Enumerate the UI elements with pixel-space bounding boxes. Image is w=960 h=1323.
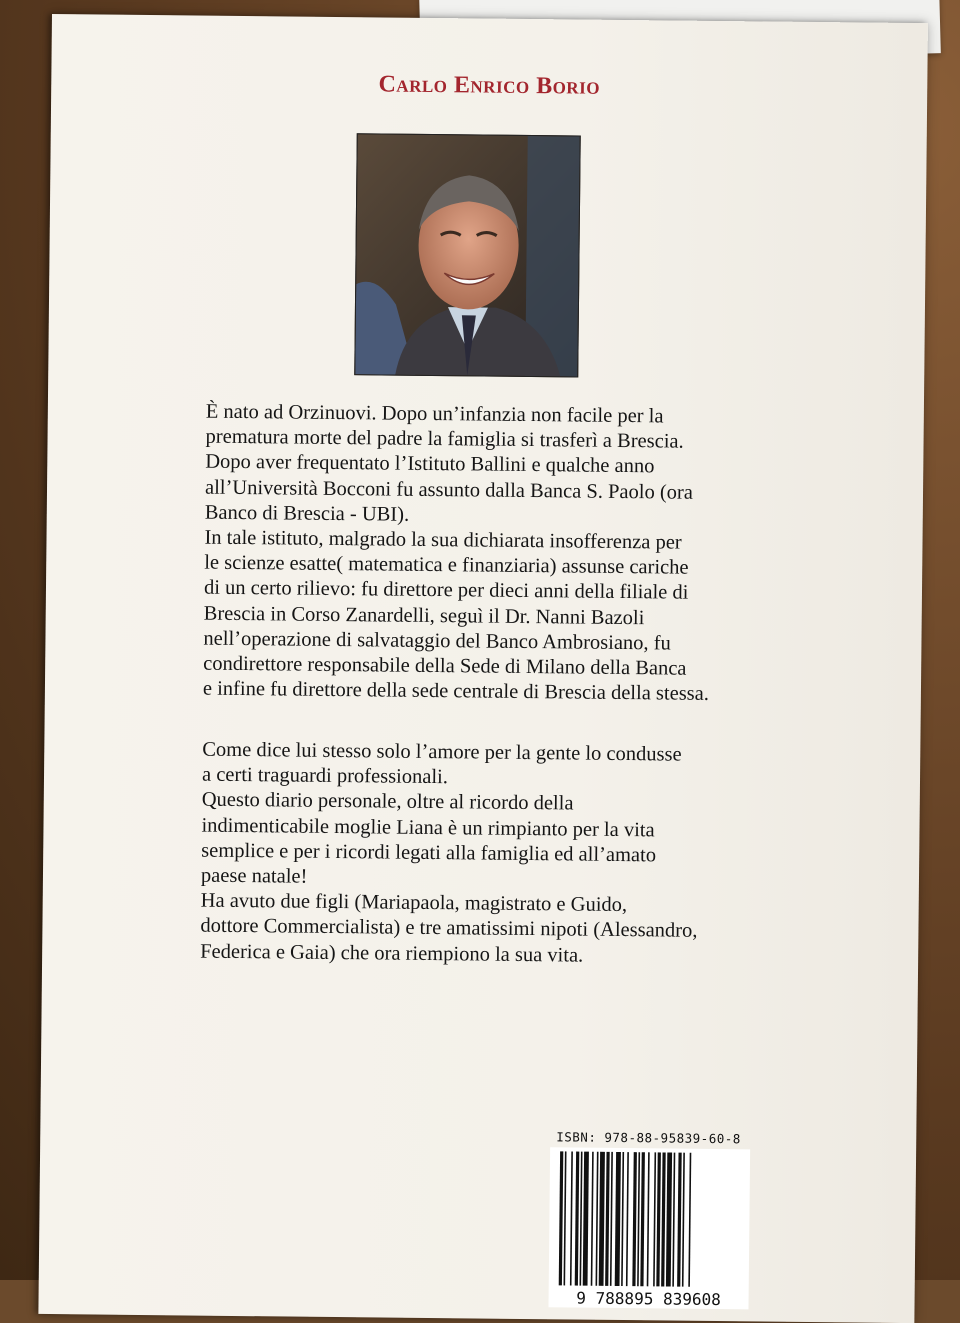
barcode-bar (615, 1152, 621, 1286)
text-line: In tale istituto, malgrado la sua dichiarata insofferenza per (204, 526, 682, 554)
barcode-bar (559, 1151, 564, 1285)
barcode-bar (621, 1152, 624, 1286)
text-line: Federica e Gaia) che ora riempiono la sua vita. (200, 940, 584, 967)
barcode-digits: 9 788895 839608 (576, 1288, 721, 1310)
text-line: semplice e per i ricordi legati alla famiglia ed all’amato (201, 839, 657, 867)
text-line: Come dice lui stesso solo l’amore per la gente lo condusse (202, 738, 682, 766)
barcode-bar (661, 1152, 666, 1286)
text-line: Brescia in Corso Zanardelli, seguì il Dr. Nanni Bazoli (203, 602, 645, 629)
barcode-bar (596, 1152, 599, 1286)
barcode-bar (637, 1152, 640, 1286)
text-line: Dopo aver frequentato l’Istituto Ballini e qualche anno (205, 451, 655, 478)
text-line: Questo diario personale, oltre al ricordo della (201, 789, 574, 815)
author-portrait-photo (354, 133, 581, 377)
text-line: a certi traguardi professionali. (201, 763, 449, 789)
text-line: nell’operazione di salvataggio del Banco Ambrosiano, fu (203, 627, 671, 655)
text-line: prematura morte del padre la famiglia si trasferì a Brescia. (205, 425, 684, 453)
book-back-cover (38, 14, 928, 1323)
barcode-bar (647, 1152, 650, 1286)
barcode-bar (640, 1152, 645, 1286)
barcode-bar (626, 1152, 629, 1286)
barcode-bar (575, 1152, 580, 1286)
isbn-label: ISBN: 978-88-95839-60-8 (556, 1129, 741, 1147)
barcode-bar (666, 1153, 672, 1287)
barcode-bar (653, 1152, 656, 1286)
text-line: Banco di Brescia - UBI). (204, 501, 410, 526)
barcode-bar (682, 1153, 685, 1287)
text-line: condirettore responsabile della Sede di Milano della Banca (203, 652, 687, 680)
barcode-bar (688, 1153, 691, 1287)
barcode-bar (583, 1152, 589, 1286)
barcode-bar (580, 1152, 583, 1286)
barcode-bar (656, 1152, 661, 1286)
text-line: di un certo rilievo: fu direttore per dieci anni della filiale di (203, 577, 689, 605)
barcode-bar (570, 1152, 573, 1286)
text-line: dottore Commercialista) e tre amatissimi nipoti (Alessandro, (200, 915, 698, 943)
barcode-bar (599, 1152, 605, 1286)
biography-paragraph-2 (200, 738, 754, 971)
text-line: paese natale! (200, 864, 308, 888)
text-line: e infine fu direttore della sede centrale di Brescia della stessa. (202, 677, 710, 706)
barcode-bar (605, 1152, 610, 1286)
text-line: le scienze esatte( matematica e finanziaria) assunse cariche (204, 551, 689, 579)
isbn-barcode (548, 1147, 750, 1309)
barcode-bar (564, 1151, 567, 1285)
barcode-bar (672, 1153, 675, 1287)
text-line: Ha avuto due figli (Mariapaola, magistrato e Guido, (200, 889, 628, 917)
barcode-bar (677, 1153, 682, 1287)
text-line: È nato ad Orzinuovi. Dopo un’infanzia non facile per la (205, 400, 664, 428)
barcode-bar (610, 1152, 613, 1286)
biography-paragraph-1 (203, 400, 746, 708)
text-line: indimenticabile moglie Liana è un rimpianto per la vita (201, 814, 655, 841)
barcode-bar (632, 1152, 637, 1286)
text-line: all’Università Bocconi fu assunto dalla Banca S. Paolo (ora (204, 476, 694, 504)
barcode-bar (591, 1152, 594, 1286)
author-name: Carlo Enrico Borio (378, 71, 601, 100)
